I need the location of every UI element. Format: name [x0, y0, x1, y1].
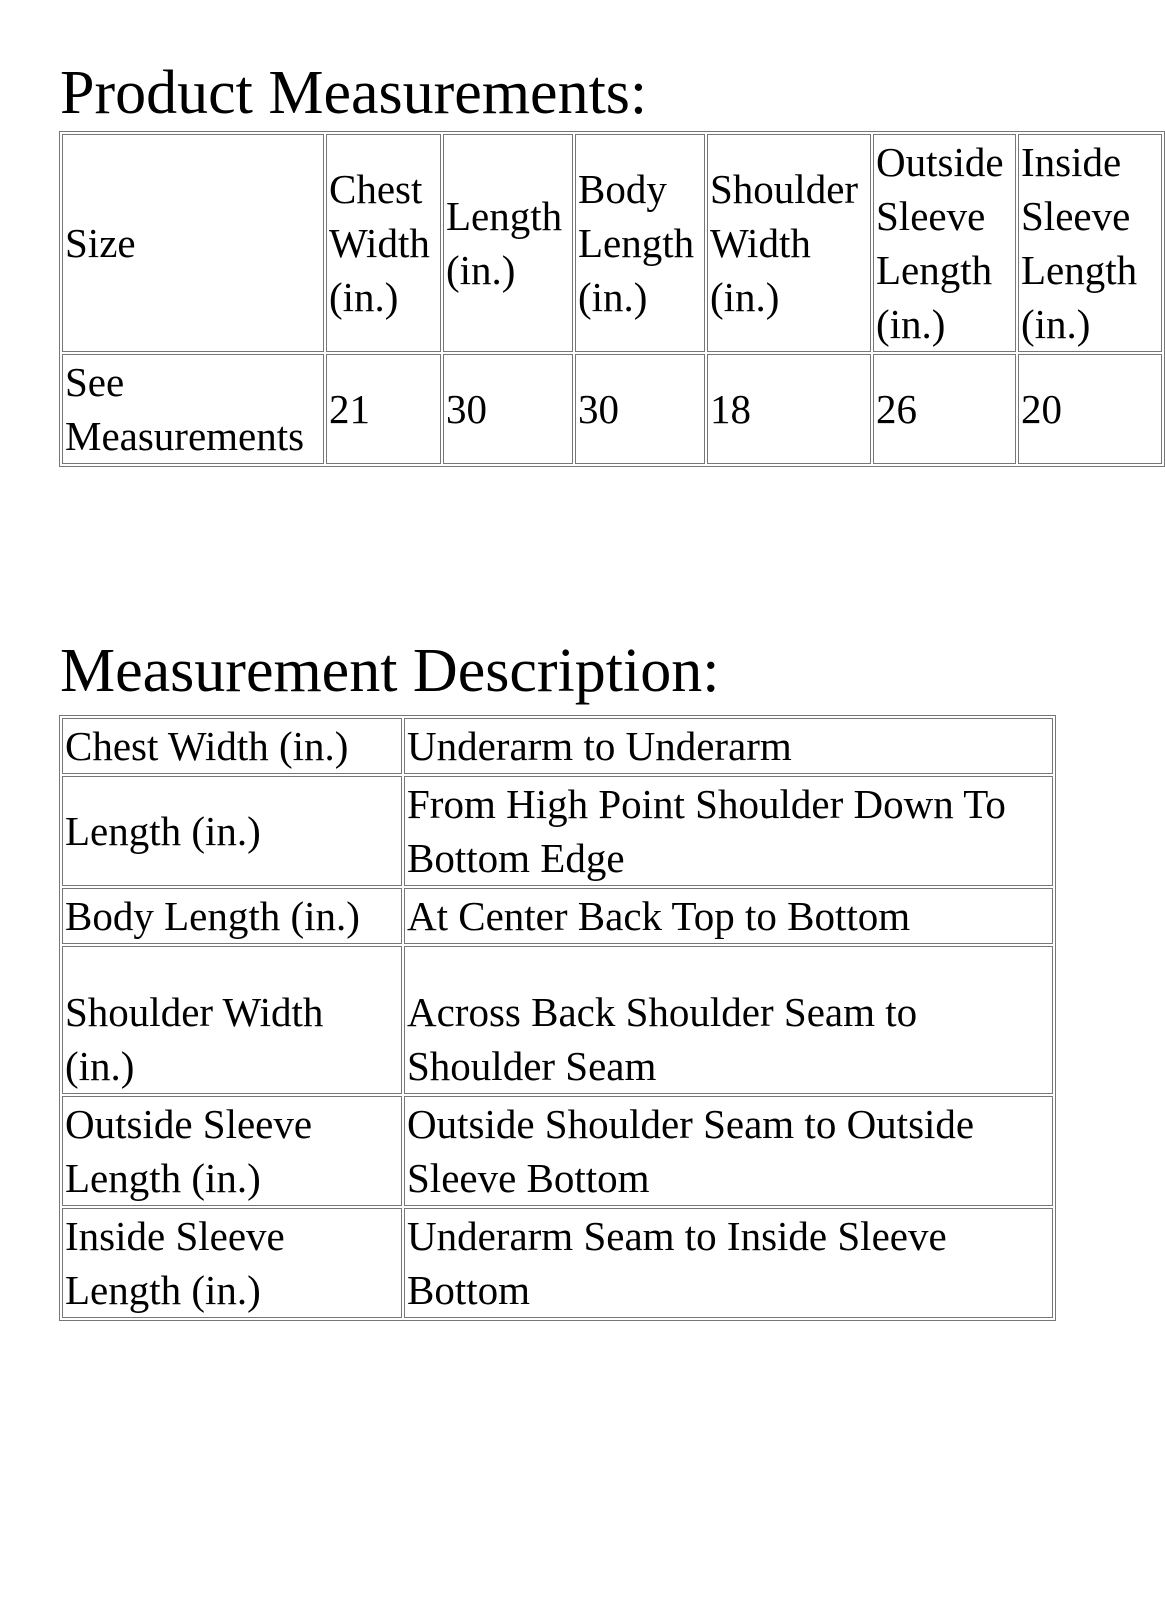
description-text: Outside Shoulder Seam to Outside Sleeve Bottom [404, 1096, 1053, 1206]
description-term: Body Length (in.) [62, 888, 402, 944]
description-text: Underarm Seam to Inside Sleeve Bottom [404, 1208, 1053, 1318]
description-text: Underarm to Underarm [404, 718, 1053, 774]
measurements-value-row [62, 354, 1162, 464]
header-shoulder-width: Shoulder Width (in.) [707, 134, 871, 352]
measurements-header-row [62, 134, 1162, 352]
value-size: See Measurements [62, 354, 324, 464]
table-row [62, 718, 1053, 774]
description-text: From High Point Shoulder Down To Bottom Edge [404, 776, 1053, 886]
value-outside-sleeve-length: 26 [873, 354, 1016, 464]
header-body-length: Body Length (in.) [575, 134, 705, 352]
header-inside-sleeve-length: Inside Sleeve Length (in.) [1018, 134, 1162, 352]
value-shoulder-width: 18 [707, 354, 871, 464]
measurement-description-title: Measurement Description: [60, 637, 720, 705]
description-text: Across Back Shoulder Seam to Shoulder Seam [404, 946, 1053, 1094]
description-table [59, 715, 1056, 1321]
value-length: 30 [443, 354, 573, 464]
table-row [62, 1096, 1053, 1206]
header-length: Length (in.) [443, 134, 573, 352]
table-row [62, 888, 1053, 944]
header-outside-sleeve-length: Outside Sleeve Length (in.) [873, 134, 1016, 352]
description-term: Outside Sleeve Length (in.) [62, 1096, 402, 1206]
product-measurements-title: Product Measurements: [60, 59, 648, 127]
value-inside-sleeve-length: 20 [1018, 354, 1162, 464]
header-size: Size [62, 134, 324, 352]
description-term: Inside Sleeve Length (in.) [62, 1208, 402, 1318]
header-chest-width: Chest Width (in.) [326, 134, 441, 352]
value-body-length: 30 [575, 354, 705, 464]
measurements-table [59, 131, 1165, 467]
value-chest-width: 21 [326, 354, 441, 464]
table-row [62, 1208, 1053, 1318]
description-term: Chest Width (in.) [62, 718, 402, 774]
description-term: Shoulder Width (in.) [62, 946, 402, 1094]
table-row [62, 946, 1053, 1094]
description-text: At Center Back Top to Bottom [404, 888, 1053, 944]
table-row [62, 776, 1053, 886]
description-term: Length (in.) [62, 776, 402, 886]
measurements-table-viewport [59, 131, 1138, 471]
